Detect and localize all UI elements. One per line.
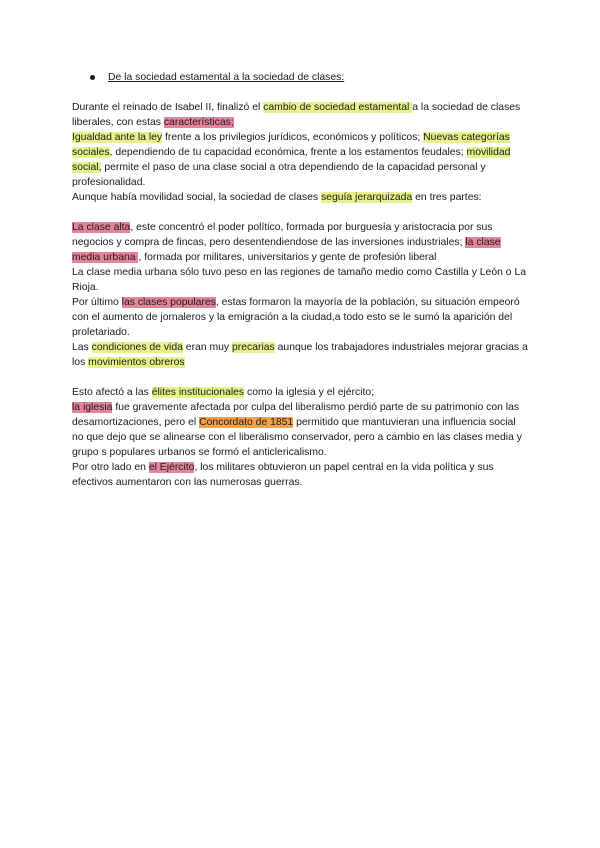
- text-run: aunque los trabajadores industriales mejorar gracias a los: [72, 342, 528, 368]
- text-run: como la iglesia y el ejército;: [244, 387, 375, 398]
- highlight-orange: Concordato de 1851: [199, 417, 294, 428]
- paragraph-middle-class: [72, 265, 528, 295]
- paragraph-gap: [72, 370, 528, 385]
- text-run: frente a los privilegios jurídicos, económicos y políticos;: [162, 132, 424, 143]
- text-run: permitido que mantuvieran una influencia social no que dejo que se alinearse con el liberalismo conservador, pero a cambio en las clases media y grupo s populares urbanos se formó el anticlericalismo.: [72, 417, 522, 458]
- text-run: Aunque había movilidad social, la sociedad de clases: [72, 192, 321, 203]
- paragraph-gap: [72, 205, 528, 220]
- highlight-yellow: condiciones de vida: [91, 342, 183, 353]
- highlight-yellow: Nuevas categorías sociales: [72, 132, 510, 158]
- text-run: Esto afectó a las: [72, 387, 152, 398]
- text-run: , formada por militares, universitarios y gente de profesión liberal: [138, 252, 437, 263]
- paragraph-popular-classes: [72, 295, 528, 340]
- highlight-pink: la iglesia: [72, 402, 113, 413]
- text-run: fue gravemente afectada por culpa del liberalismo perdió parte de su patrimonio con las desamortizaciones, pero el: [72, 402, 520, 428]
- paragraph-elites: [72, 385, 528, 400]
- highlight-yellow: seguía jerarquizada: [320, 192, 413, 203]
- paragraph-hierarchy: [72, 190, 528, 205]
- paragraph-characteristics: [72, 130, 528, 190]
- paragraph-upper-class: [72, 220, 528, 265]
- highlight-yellow: movilidad social,: [72, 147, 511, 173]
- bullet-icon: [90, 75, 95, 80]
- highlight-pink: las clases populares: [121, 297, 216, 308]
- text-run: Por otro lado en: [72, 462, 149, 473]
- section-heading: De la sociedad estamental a la sociedad de clases:: [108, 72, 345, 83]
- text-run: en tres partes:: [412, 192, 482, 203]
- text-run: , los militares obtuvieron un papel central en la vida política y sus efectivos aumentaron con las numerosas guerras.: [72, 462, 494, 488]
- highlight-yellow: movimientos obreros: [88, 357, 185, 368]
- text-run: , dependiendo de tu capacidad económica, frente a los estamentos feudales;: [109, 147, 467, 158]
- text-run: eran muy: [182, 342, 233, 353]
- text-run: La clase media urbana sólo tuvo peso en las regiones de tamaño medio como Castilla y León o La Rioja.: [72, 267, 527, 293]
- highlight-pink: características;: [163, 117, 234, 128]
- text-run: , estas formaron la mayoría de la población, su situación empeoró con el aumento de jornaleros y la emigración a la ciudad,a todo esto se le sumó la aparición del proletariado.: [72, 297, 520, 338]
- document-body: [72, 70, 528, 490]
- text-run: Por último: [72, 297, 122, 308]
- text-run: a la sociedad de clases liberales, con estas: [72, 102, 521, 128]
- text-run: Durante el reinado de Isabel II, finalizó el: [72, 102, 264, 113]
- paragraph-army: [72, 460, 528, 490]
- highlight-pink: La clase alta: [72, 222, 131, 233]
- bullet-heading: [72, 70, 528, 85]
- paragraph-living-conditions: [72, 340, 528, 370]
- paragraph-church: [72, 400, 528, 460]
- highlight-yellow: élites institucionales: [151, 387, 245, 398]
- text-run: , este concentró el poder político, formada por burguesía y aristocracia por sus negocios y compra de fincas, pero desentendiendose de las inversiones industriales;: [72, 222, 493, 248]
- highlight-yellow: Igualdad ante la ley: [72, 132, 163, 143]
- highlight-pink: el Ejército: [148, 462, 195, 473]
- text-run: Las: [72, 342, 92, 353]
- highlight-yellow: cambio de sociedad estamental: [263, 102, 413, 113]
- paragraph-intro: [72, 100, 528, 130]
- highlight-yellow: precarias: [232, 342, 275, 353]
- highlight-pink: la clase media urbana: [72, 237, 501, 263]
- text-run: permite el paso de una clase social a otra dependiendo de la capacidad personal y profesionalidad.: [72, 162, 486, 188]
